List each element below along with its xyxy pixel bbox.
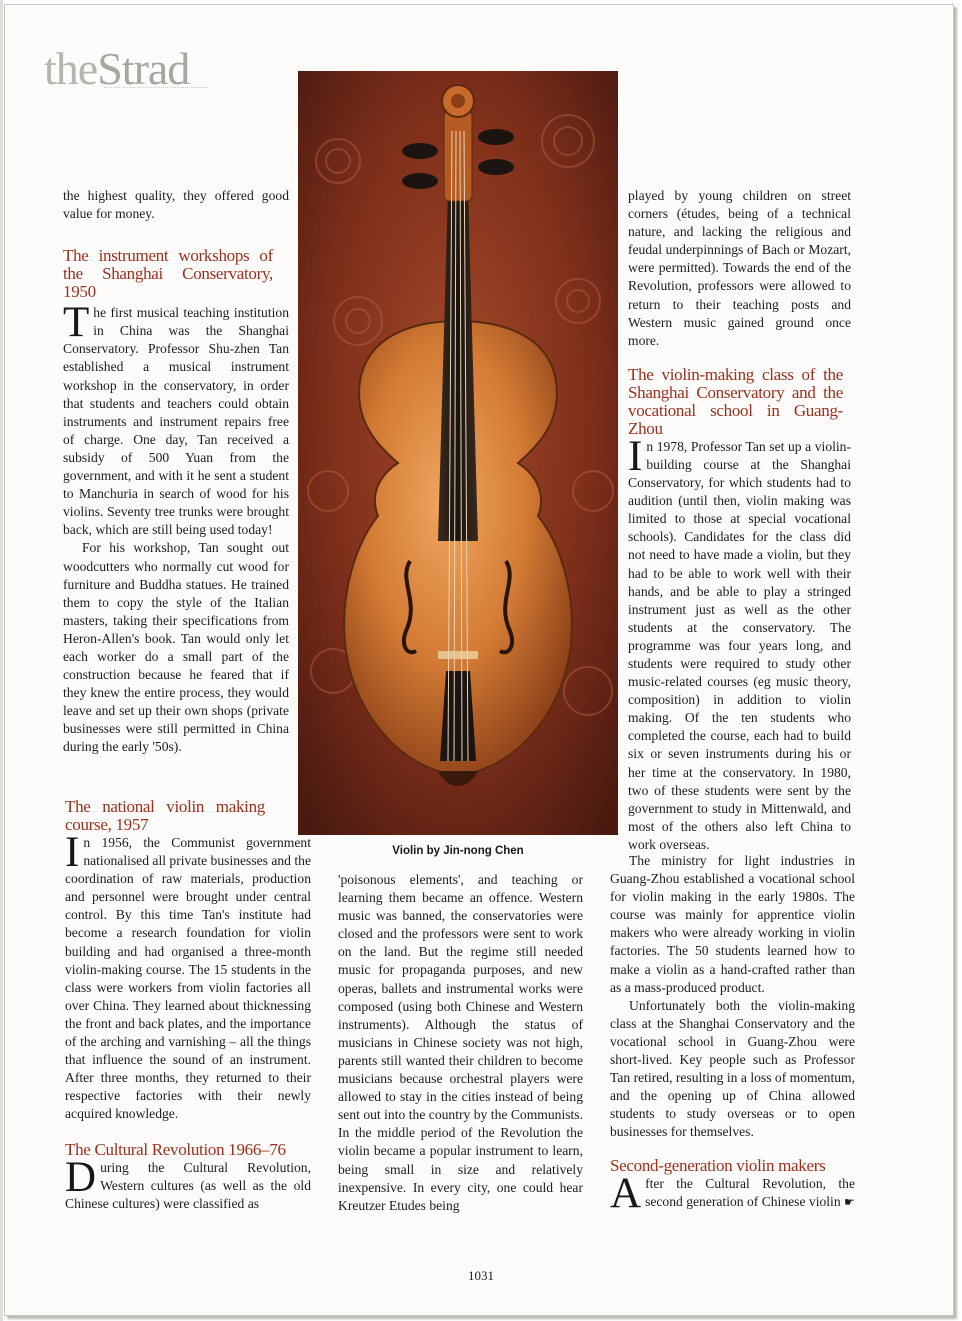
col2-p1: 'poisonous elements', and teaching or learning them became an offence. Western music was banned, the conservatories were closed and the professors were sent to work on the land. But the regime still needed music for propaganda purposes, and new operas, ballets and instrumental works were composed (using both Chinese and Western instruments). Although the status of musicians in Chinese society was not high, parents still wanted their children to become musicians because orchestral players were allowed to stay in the cities instead of being sent out into the country by the Communists. In the middle period of the Revolution the violin became a popular instrument to learn, being small in size and relatively inexpensive. In every city, one could hear Kreutzer Etudes being [338,872,583,1213]
masthead-strad: Strad [97,43,190,94]
column-1 [63,187,289,757]
col3-s1-p1 [628,432,851,854]
column-1-lower [65,798,311,1213]
drop-cap: D [65,1153,97,1201]
col3-s2-p1-text: fter the Cultural Revolution, the second generation of Chinese violin [645,1175,855,1209]
col1-s1-p1 [63,299,289,539]
heading-second-generation: Second-generation violin makers [610,1155,826,1175]
col1-s2-p1-text: n 1956, the Communist government nationalised all private businesses and the coordination of raw materials, production and personnel were brought under central control. By this time Tan's institute had become a research foundation for violin building and had organised a three-month violin-making course. The 15 students in the class were workers from violin factories all over China. They learned about thicknessing the front and back plates, and the importance of the arching and varnishing – all the things that influence the sound of an instrument. After three months, they returned to their respective factories with their newly acquired knowledge. [65,835,311,1122]
drop-cap: T [63,299,90,347]
violin-photo [298,71,618,835]
col3-s1-p3: Unfortunately both the violin-making class at the Shanghai Conservatory and the vocational school in Guang-Zhou were short-lived. Key people such as Professor Tan retired, resulting in a loss of momentum, and the opening up of China allowed students to study overseas or to open businesses for themselves. [610,997,855,1140]
continue-arrow-icon: ☛ [844,1194,855,1209]
col1-s2-p1 [65,829,311,1124]
heading-cultural-revolution: The Cultural Revolution 1966–76 [65,1139,286,1159]
col3-intro: played by young children on street corners (études, being of a technical nature, and lacking the religious and feudal underpinnings of Bach or Mozart, were permitted). Towards the end of the Revolution, professors were allowed to return to their teaching posts and Western music gained ground once more. [628,188,851,348]
heading-violin-making-class: The violin-making class of the Shanghai Conservatory and the vocational school in Guang-Zhou [628,364,843,438]
column-2 [338,871,583,1215]
photo-caption: Violin by Jin-nong Chen [392,845,524,857]
drop-cap: I [628,432,643,480]
col1-intro: the highest quality, they offered good value for money. [63,188,289,222]
drop-cap: A [610,1169,642,1217]
page-edge [0,0,3,1321]
col3-s2-p1 [610,1169,855,1217]
heading-instrument-workshops: The instrument workshops of the Shanghai Conservatory, 1950 [63,246,273,302]
col1-s3-p1 [65,1153,311,1213]
masthead-rule [104,87,208,90]
violin-illustration [298,71,618,835]
col3-s1-p1-text: n 1978, Professor Tan set up a violin-building course at the Shanghai Conservatory, for which students had to audition (until then, violin making was limited to those at special vocational schools). Candidates for the class did not need to have made a violin, but they had to be able to work well with their hands, and be able to play a stringed instrument just as well as the other students at the conservatory. The programme was four years long, and students were required to study other music-related courses (eg music theory, composition) in addition to violin making. Of the ten students who completed the course, each had to build six or seven instruments during his or her time at the conservatory. In 1980, two of these students were sent by the government to study in Mittenwald, and most of the others also left China to work overseas. [628,438,851,852]
col1-s1-p1-text: he first musical teaching institution in China was the Shanghai Conservatory. Professor Shu-zhen Tan established a musical instrument workshop in the conservatory, in order that students and teachers could obtain instruments and instrument repairs free of charge. One day, Tan received a subsidy of 500 Yuan from the government, and with it he sent a student to Manchuria in search of wood for his violins. Seventy tree trunks were brought back, which are still being used today! [63,305,289,538]
masthead-the: the [44,43,98,94]
col1-s1-p2: For his workshop, Tan sought out woodcutters who normally cut wood for furniture and Buddha statues. He trained them to copy the style of the Italian masters, taking their specifications from Heron-Allen's book. Tan would only let each worker do a small part of the construction because he feared that if they knew the entire process, they would leave and set up their own shops (private businesses were still permitted in China during the early '50s). [63,540,289,755]
column-3-lower [610,852,855,1217]
col1-s3-p1-text: uring the Cultural Revolution, Western cultures (as well as the old Chinese cultures) were classified as [65,1159,311,1211]
drop-cap: I [65,829,80,876]
page-number: 1031 [468,1268,494,1283]
heading-national-course: The national violin making course, 1957 [65,797,265,834]
col3-s1-p2: The ministry for light industries in Guang-Zhou established a vocational school for violin making in the early 1980s. The course was mainly for apprentice violin makers who were already working in violin factories. The 50 students learned how to make a violin as a hand-crafted rather than as a mass-produced product. [610,853,855,995]
column-3 [628,187,851,854]
